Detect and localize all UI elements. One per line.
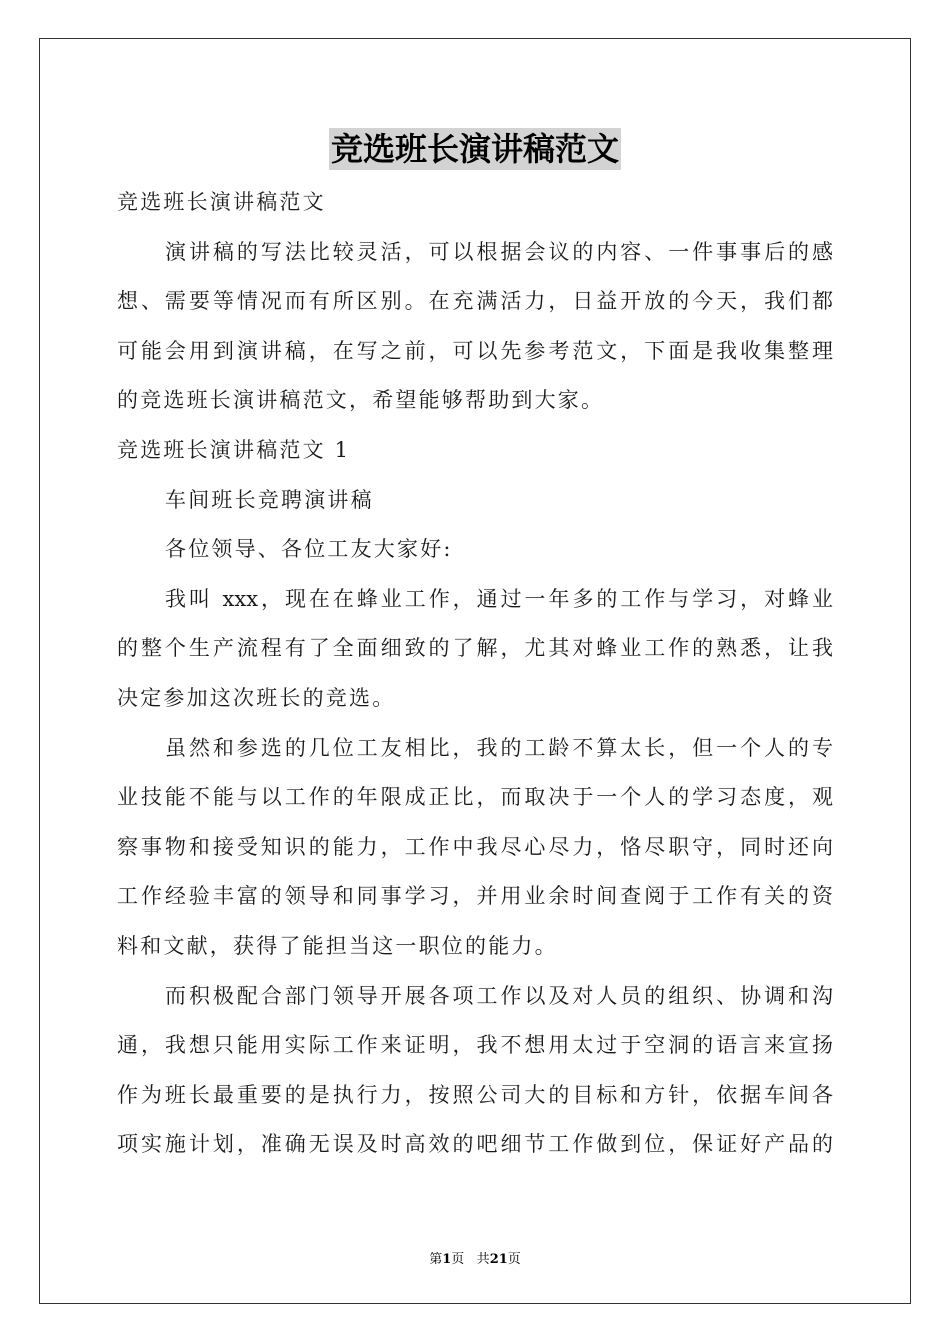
- total-prefix: 共: [476, 1252, 490, 1267]
- total-suffix: 页: [507, 1252, 521, 1267]
- title-container: [0, 128, 950, 170]
- text-line: 的竞选班长演讲稿范文，希望能够帮助到大家。: [117, 388, 605, 413]
- document-title: 竞选班长演讲稿范文: [330, 130, 619, 168]
- text-line: 通，我想只能用实际工作来证明，我不想用太过于空洞的语言来宣扬: [117, 1033, 833, 1058]
- text-line: 的整个生产流程有了全面细致的了解，尤其对蜂业工作的熟悉，让我: [117, 636, 833, 661]
- page-number: 1: [442, 1252, 452, 1267]
- text-line: 察事物和接受知识的能力，工作中我尽心尽力，恪尽职守，同时还向: [117, 834, 833, 859]
- text-line: 竞选班长演讲稿范文 1: [117, 437, 351, 462]
- text-line: 演讲稿的写法比较灵活，可以根据会议的内容、一件事事后的感: [165, 239, 833, 264]
- page-prefix: 第: [429, 1252, 443, 1267]
- page-footer: [0, 1248, 950, 1267]
- text-line: 各位领导、各位工友大家好:: [165, 537, 453, 562]
- total-pages: 21: [489, 1252, 508, 1267]
- text-line: 可能会用到演讲稿，在写之前，可以先参考范文，下面是我收集整理: [117, 338, 833, 363]
- text-line: 竞选班长演讲稿范文: [117, 190, 326, 214]
- text-line: 车间班长竞聘演讲稿: [165, 487, 374, 512]
- text-line: 决定参加这次班长的竞选。: [117, 685, 396, 710]
- document-body: [117, 178, 833, 1170]
- text-line: 想、需要等情况而有所区别。在充满活力，日益开放的今天，我们都: [117, 289, 833, 314]
- text-line: 项实施计划，准确无误及时高效的吧细节工作做到位，保证好产品的: [117, 1132, 833, 1157]
- text-line: 虽然和参选的几位工友相比，我的工龄不算太长，但一个人的专: [165, 735, 833, 760]
- text-line: 料和文献，获得了能担当这一职位的能力。: [117, 933, 558, 958]
- text-line: 业技能不能与以工作的年限成正比，而取决于一个人的学习态度，观: [117, 785, 833, 810]
- text-line: 我叫 xxx，现在在蜂业工作，通过一年多的工作与学习，对蜂业: [165, 586, 833, 611]
- text-line: 而积极配合部门领导开展各项工作以及对人员的组织、协调和沟: [165, 983, 833, 1008]
- page-suffix: 页: [451, 1252, 465, 1267]
- text-line: 作为班长最重要的是执行力，按照公司大的目标和方针，依据车间各: [117, 1082, 833, 1107]
- text-line: 工作经验丰富的领导和同事学习，并用业余时间查阅于工作有关的资: [117, 884, 833, 909]
